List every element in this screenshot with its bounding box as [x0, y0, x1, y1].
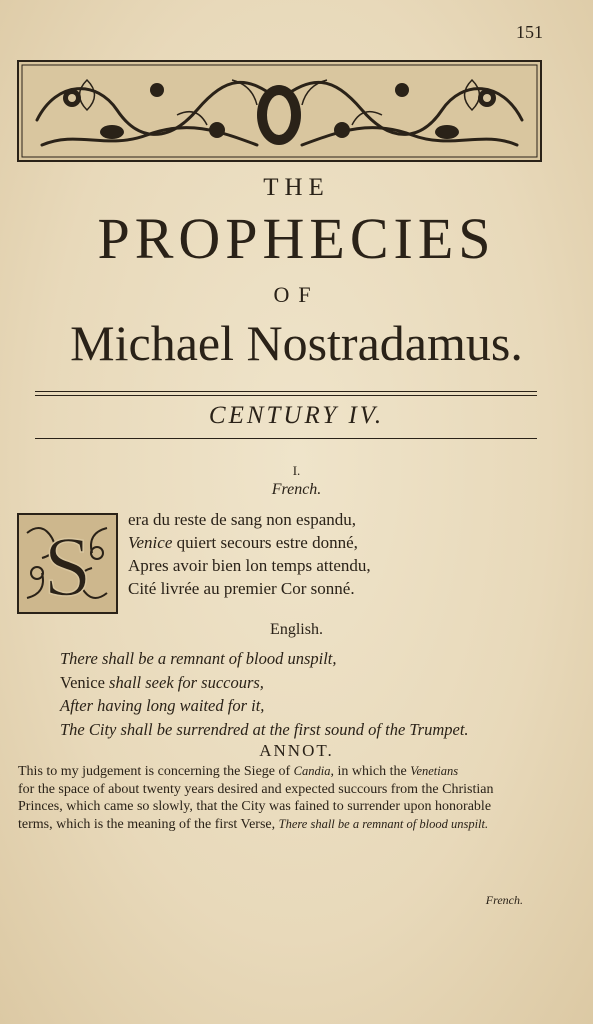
english-label: English.	[270, 621, 323, 638]
century-heading: CENTURY IV.	[208, 402, 385, 429]
french-line-1: era du reste de sang non espandu,	[128, 510, 357, 529]
rule-top-thin	[35, 395, 537, 396]
title-prophecies: PROPHECIES	[97, 206, 496, 271]
french-verse	[128, 508, 371, 600]
english-line-2: Venice shall seek for succours,	[60, 672, 264, 692]
english-line-1: There shall be a remnant of blood unspilt,	[60, 649, 337, 668]
english-line-4: The City shall be surrendred at the first sound of the Trumpet.	[60, 719, 469, 739]
annotation-line-2: for the space of about twenty years desired and expected succours from the Christian	[18, 781, 494, 797]
annotation-line-3: Princes, which came so slowly, that the City was fained to surrender upon honorable	[18, 799, 492, 814]
decorated-initial-s	[17, 513, 118, 614]
title-of: OF	[273, 282, 320, 307]
svg-text:S: S	[43, 518, 92, 614]
rule-bottom	[35, 438, 537, 439]
annotation-line-1: This to my judgement is concerning the Siege of Candia, in which the Venetians	[18, 764, 459, 779]
catchword: French.	[485, 893, 523, 907]
title-author-name: Michael Nostradamus.	[70, 315, 523, 371]
annotation-heading: ANNOT.	[259, 741, 334, 760]
french-line-3: Apres avoir bien lon temps attendu,	[128, 556, 371, 575]
page-number: 151	[516, 22, 543, 42]
french-line-2: Venice quiert secours estre donné,	[128, 533, 358, 552]
annotation-line-4: terms, which is the meaning of the first Verse, There shall be a remnant of blood unspilt.	[18, 816, 489, 832]
english-line-3: After having long waited for it,	[60, 696, 265, 715]
verse-number: I.	[292, 463, 301, 478]
english-verse	[60, 647, 469, 741]
title-the: THE	[263, 174, 330, 201]
annotation-text	[18, 763, 543, 833]
rule-top	[35, 391, 537, 392]
french-line-4: Cité livrée au premier Cor sonné.	[128, 579, 355, 598]
french-label: French.	[271, 481, 322, 498]
floral-headpiece-ornament	[17, 60, 542, 162]
